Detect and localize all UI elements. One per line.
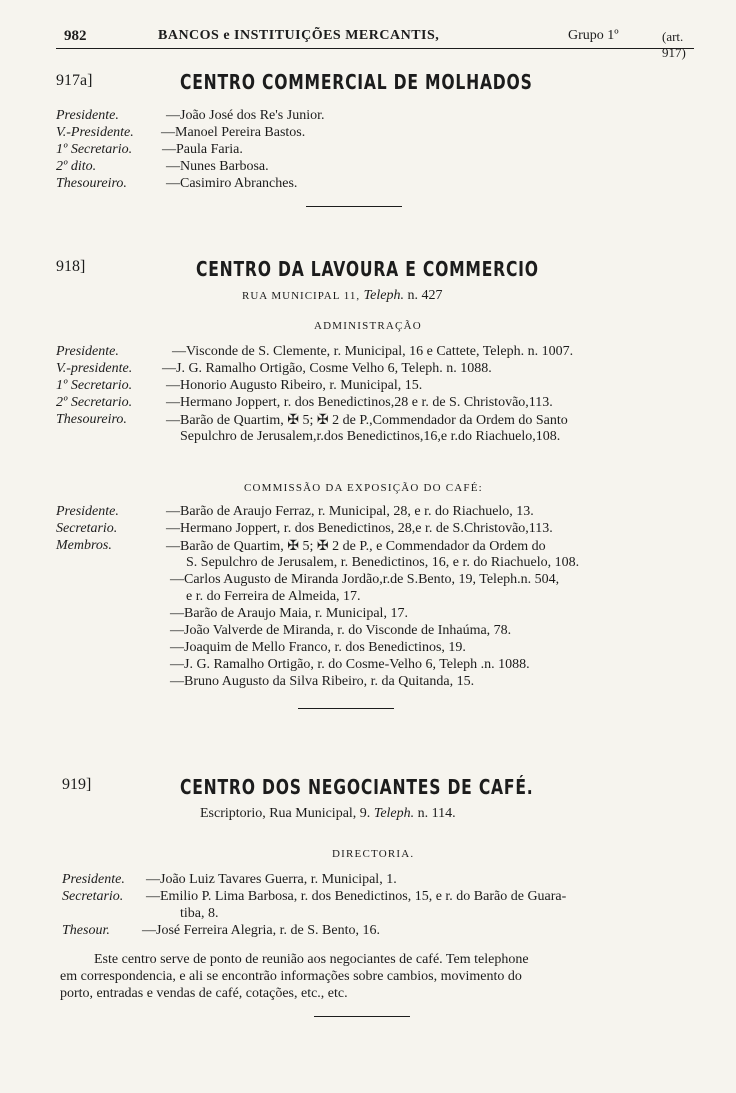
section-917-role: Thesoureiro.	[56, 176, 127, 191]
commissao-role: Presidente.	[56, 504, 119, 519]
section-917-value: —João José dos Re's Junior.	[166, 108, 325, 123]
section-917-value: —Paula Faria.	[162, 142, 243, 157]
admin-role: Presidente.	[56, 344, 119, 359]
address-phone: n. 427	[407, 288, 443, 303]
directoria-value-continued: tiba, 8.	[180, 906, 219, 921]
address-teleph-label: Teleph.	[373, 806, 415, 821]
admin-value: —Visconde de S. Clemente, r. Municipal, 16 e Cattete, Teleph. n. 1007.	[172, 344, 574, 359]
section-917-number: 917a]	[56, 72, 93, 89]
commissao-value: —João Valverde de Miranda, r. do Visconde de Inhaúma, 78.	[170, 623, 512, 638]
commissao-value: —Joaquim de Mello Franco, r. dos Benedictinos, 19.	[170, 640, 466, 655]
commissao-value: —Barão de Araujo Maia, r. Municipal, 17.	[170, 606, 408, 621]
address-street: RUA MUNICIPAL 11,	[242, 290, 361, 302]
admin-role: V.-presidente.	[56, 361, 133, 376]
section-917-role: Presidente.	[56, 108, 119, 123]
admin-value: —Barão de Quartim, ✠ 5; ✠ 2 de P.,Commendador da Ordem do Santo	[166, 413, 568, 428]
section-divider	[306, 206, 402, 207]
commissao-label: COMMISSÃO DA EXPOSIÇÃO DO CAFÉ:	[244, 482, 483, 494]
section-918-title: CENTRO DA LAVOURA E COMMERCIO	[196, 257, 539, 281]
directoria-label: DIRECTORIA.	[332, 848, 415, 860]
admin-role: 2º Secretario.	[56, 395, 133, 410]
administracao-label: ADMINISTRAÇÃO	[314, 320, 422, 332]
directoria-role: Thesour.	[62, 923, 110, 938]
section-917-role: 2º dito.	[56, 159, 97, 174]
directoria-value: —João Luiz Tavares Guerra, r. Municipal, 1.	[146, 872, 397, 887]
section-919-title: CENTRO DOS NEGOCIANTES DE CAFÉ.	[180, 775, 534, 799]
page-number: 982	[64, 28, 87, 44]
section-917-role: V.-Presidente.	[56, 125, 134, 140]
section-divider	[298, 708, 394, 709]
section-divider	[314, 1016, 410, 1017]
description-line: em correspondencia, e ali se encontrão informações sobre cambios, movimento do	[60, 969, 522, 984]
commissao-value: —Carlos Augusto de Miranda Jordão,r.de S.Bento, 19, Teleph.n. 504,	[170, 572, 560, 587]
section-919-number: 919]	[62, 776, 92, 793]
directoria-role: Presidente.	[62, 872, 125, 887]
commissao-value-continued: e r. do Ferreira de Almeida, 17.	[186, 589, 361, 604]
commissao-value: —J. G. Ramalho Ortigão, r. do Cosme-Velho 6, Teleph .n. 1088.	[170, 657, 530, 672]
section-917-value: —Casimiro Abranches.	[166, 176, 298, 191]
header-title: BANCOS e INSTITUIÇÕES MERCANTIS,	[158, 28, 440, 43]
section-919-address	[200, 806, 456, 822]
admin-value: —Hermano Joppert, r. dos Benedictinos,28 e r. de S. Christovão,113.	[166, 395, 553, 410]
running-header	[56, 26, 694, 60]
directoria-role: Secretario.	[62, 889, 124, 904]
admin-value: —J. G. Ramalho Ortigão, Cosme Velho 6, Teleph. n. 1088.	[162, 361, 492, 376]
commissao-value: —Hermano Joppert, r. dos Benedictinos, 28,e r. de S.Christovão,113.	[166, 521, 553, 536]
directoria-value: —José Ferreira Alegria, r. de S. Bento, 16.	[142, 923, 380, 938]
header-article: (art. 917)	[662, 29, 686, 60]
section-918-number: 918]	[56, 258, 86, 275]
commissao-role: Membros.	[56, 538, 112, 553]
address-street: Escriptorio, Rua Municipal, 9.	[200, 806, 371, 821]
address-teleph-label: Teleph.	[363, 288, 404, 303]
commissao-value: —Barão de Quartim, ✠ 5; ✠ 2 de P., e Commendador da Ordem do	[166, 539, 546, 554]
address-phone: n. 114.	[417, 806, 456, 821]
section-917-value: —Manoel Pereira Bastos.	[161, 125, 306, 140]
section-917-role: 1º Secretario.	[56, 142, 133, 157]
admin-role: 1º Secretario.	[56, 378, 133, 393]
directoria-value: —Emilio P. Lima Barbosa, r. dos Benedictinos, 15, e r. do Barão de Guara-	[146, 889, 567, 904]
header-group: Grupo 1º	[568, 28, 619, 43]
admin-role: Thesoureiro.	[56, 412, 127, 427]
commissao-value: —Bruno Augusto da Silva Ribeiro, r. da Quitanda, 15.	[170, 674, 475, 689]
section-917-title: CENTRO COMMERCIAL DE MOLHADOS	[180, 70, 533, 94]
description-line: porto, entradas e vendas de café, cotações, etc., etc.	[60, 986, 348, 1001]
description-line: Este centro serve de ponto de reunião aos negociantes de café. Tem telephone	[94, 952, 529, 967]
admin-value: —Honorio Augusto Ribeiro, r. Municipal, 15.	[166, 378, 423, 393]
commissao-value: —Barão de Araujo Ferraz, r. Municipal, 28, e r. do Riachuelo, 13.	[166, 504, 534, 519]
admin-value-continued: Sepulchro de Jerusalem,r.dos Benedictinos,16,e r.do Riachuelo,108.	[180, 429, 561, 444]
commissao-value-continued: S. Sepulchro de Jerusalem, r. Benedictinos, 16, e r. do Riachuelo, 108.	[186, 555, 580, 570]
section-918-address	[242, 288, 442, 304]
commissao-role: Secretario.	[56, 521, 118, 536]
section-917-value: —Nunes Barbosa.	[166, 159, 269, 174]
